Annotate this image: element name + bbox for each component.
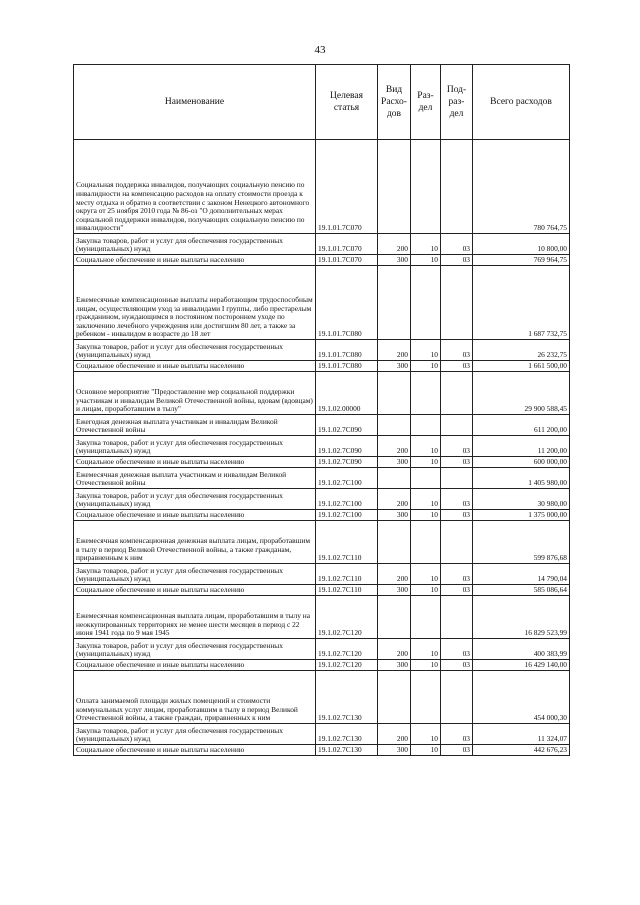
row-name: Социальное обеспечение и иные выплаты населению: [74, 255, 316, 266]
row-target-article: 19.1.02.7С090: [316, 457, 378, 468]
row-target-article: 19.1.02.7С110: [316, 521, 378, 564]
row-expense-type: 200: [378, 639, 411, 660]
row-section: 10: [411, 255, 441, 266]
table-row: [74, 415, 570, 436]
row-target-article: 19.1.02.7С130: [316, 724, 378, 745]
row-subsection: 03: [441, 660, 473, 671]
row-total: 599 876,68: [473, 521, 570, 564]
row-subsection: 03: [441, 361, 473, 372]
row-total: 30 980,00: [473, 489, 570, 510]
row-expense-type: [378, 266, 411, 340]
row-name: Закупка товаров, работ и услуг для обеспечения государственных (муниципальных) нужд: [74, 436, 316, 457]
row-name: Закупка товаров, работ и услуг для обеспечения государственных (муниципальных) нужд: [74, 489, 316, 510]
header-section: [411, 65, 441, 140]
row-subsection: 03: [441, 436, 473, 457]
row-target-article: 19.1.02.7С130: [316, 745, 378, 756]
row-subsection: 03: [441, 724, 473, 745]
row-target-article: 19.1.02.7С100: [316, 510, 378, 521]
row-total: 16 429 140,00: [473, 660, 570, 671]
row-subsection: 03: [441, 340, 473, 361]
row-section: [411, 372, 441, 415]
row-target-article: 19.1.02.7С130: [316, 671, 378, 724]
row-subsection: [441, 521, 473, 564]
row-expense-type: 300: [378, 745, 411, 756]
table-row: [74, 585, 570, 596]
row-expense-type: [378, 140, 411, 234]
row-expense-type: 300: [378, 510, 411, 521]
table-row: [74, 340, 570, 361]
table-row: [74, 140, 570, 234]
row-expense-type: 200: [378, 724, 411, 745]
row-name: Закупка товаров, работ и услуг для обеспечения государственных (муниципальных) нужд: [74, 724, 316, 745]
row-section: 10: [411, 724, 441, 745]
header-name: Наименование: [74, 65, 316, 140]
row-total: 1 375 000,00: [473, 510, 570, 521]
page-number: 43: [314, 44, 326, 56]
row-name: Оплата занимаемой площади жилых помещений и стоимости коммунальных услуг лицам, проработавшим в тылу в период Великой Отечественной войны, а также граждан, приравненных к ним: [74, 671, 316, 724]
row-subsection: 03: [441, 457, 473, 468]
row-target-article: 19.1.02.00000: [316, 372, 378, 415]
row-name: Социальное обеспечение и иные выплаты населению: [74, 585, 316, 596]
table-row: [74, 372, 570, 415]
table-row: [74, 521, 570, 564]
row-expense-type: 200: [378, 564, 411, 585]
row-target-article: 19.1.01.7С080: [316, 361, 378, 372]
row-target-article: 19.1.02.7С110: [316, 564, 378, 585]
row-name: Основное мероприятие "Предоставление мер социальной поддержки участникам и инвалидам Великой Отечественной войны, вдовам (вдовцам) и лицам, проработавшим в тылу": [74, 372, 316, 415]
row-expense-type: 200: [378, 340, 411, 361]
row-section: 10: [411, 639, 441, 660]
header-expense-type-line: Расхо-: [381, 97, 407, 107]
row-target-article: 19.1.01.7С070: [316, 140, 378, 234]
row-total: 1 687 732,75: [473, 266, 570, 340]
table-row: [74, 234, 570, 255]
row-name: Ежемесячная денежная выплата участникам и инвалидам Великой Отечественной войны: [74, 468, 316, 489]
row-name: Ежемесячные компенсационные выплаты неработающим трудоспособным лицам, осуществляющим уход за инвалидами I группы, либо престарелым гражданином, нуждающимся в постоянном постороннем уходе по заключению лечебного учреждения или достигшим 80 лет, а также за ребенком - инвалидом в возрасте до 18 лет: [74, 266, 316, 340]
header-expense-type: [378, 65, 411, 140]
row-section: 10: [411, 564, 441, 585]
row-name: Ежемесячная компенсационная выплата лицам, проработавшим в тылу на неоккупированных территориях не менее шести месяцев в период с 22 июня 1941 года по 9 мая 1945: [74, 596, 316, 639]
row-expense-type: 300: [378, 660, 411, 671]
row-subsection: 03: [441, 255, 473, 266]
header-section-line: дел: [418, 103, 433, 113]
table-row: [74, 660, 570, 671]
header-subsection-line: раз-: [448, 97, 465, 107]
row-name: Закупка товаров, работ и услуг для обеспечения государственных (муниципальных) нужд: [74, 639, 316, 660]
table-row: [74, 468, 570, 489]
table-row: [74, 596, 570, 639]
table-row: [74, 671, 570, 724]
row-section: 10: [411, 361, 441, 372]
header-article-line: статья: [333, 103, 360, 113]
row-name: Ежемесячная компенсационная денежная выплата лицам, проработавшим в тылу в период Великой Отечественной войны, а также гражданам, приравненным к ним: [74, 521, 316, 564]
row-name: Социальное обеспечение и иные выплаты населению: [74, 745, 316, 756]
header-section-line: Раз-: [417, 91, 434, 101]
row-section: 10: [411, 510, 441, 521]
row-subsection: [441, 596, 473, 639]
row-name: Ежегодная денежная выплата участникам и инвалидам Великой Отечественной войны: [74, 415, 316, 436]
row-target-article: 19.1.01.7С070: [316, 234, 378, 255]
row-subsection: [441, 266, 473, 340]
row-name: Закупка товаров, работ и услуг для обеспечения государственных (муниципальных) нужд: [74, 564, 316, 585]
row-total: 400 383,99: [473, 639, 570, 660]
header-subsection-line: Под-: [446, 85, 467, 95]
row-name: Закупка товаров, работ и услуг для обеспечения государственных (муниципальных) нужд: [74, 340, 316, 361]
header-expense-type-line: дов: [386, 109, 402, 119]
row-section: [411, 468, 441, 489]
row-subsection: 03: [441, 234, 473, 255]
row-subsection: 03: [441, 510, 473, 521]
row-subsection: 03: [441, 489, 473, 510]
row-expense-type: 300: [378, 361, 411, 372]
row-section: [411, 596, 441, 639]
row-total: 1 405 980,00: [473, 468, 570, 489]
row-expense-type: 300: [378, 585, 411, 596]
row-subsection: 03: [441, 745, 473, 756]
header-expense-type-line: Вид: [385, 85, 403, 95]
row-expense-type: 300: [378, 255, 411, 266]
row-total: 585 086,64: [473, 585, 570, 596]
table-row: [74, 266, 570, 340]
row-name: Социальная поддержка инвалидов, получающих социальную пенсию по инвалидности на компенсацию расходов на оплату стоимости проезда к месту отдыха и обратно в соответствии с законом Ненецкого автономного округа от 25 ноября 2010 года № 86-оз "О дополнительных мерах социальной поддержки инвалидов, получающих социальную пенсию по инвалидности": [74, 140, 316, 234]
row-total: 11 324,07: [473, 724, 570, 745]
row-subsection: [441, 140, 473, 234]
row-section: [411, 140, 441, 234]
row-target-article: 19.1.02.7С120: [316, 596, 378, 639]
row-expense-type: 300: [378, 457, 411, 468]
row-section: 10: [411, 436, 441, 457]
table-header-row: [74, 65, 570, 140]
table-row: [74, 361, 570, 372]
row-section: 10: [411, 745, 441, 756]
row-target-article: 19.1.02.7С090: [316, 436, 378, 457]
header-article: [316, 65, 378, 140]
row-subsection: [441, 372, 473, 415]
row-total: 769 964,75: [473, 255, 570, 266]
row-total: 29 900 588,45: [473, 372, 570, 415]
row-expense-type: [378, 372, 411, 415]
row-subsection: [441, 468, 473, 489]
row-total: 26 232,75: [473, 340, 570, 361]
row-name: Социальное обеспечение и иные выплаты населению: [74, 457, 316, 468]
row-total: 16 829 523,99: [473, 596, 570, 639]
row-target-article: 19.1.01.7С080: [316, 340, 378, 361]
row-subsection: 03: [441, 639, 473, 660]
row-subsection: 03: [441, 564, 473, 585]
row-target-article: 19.1.02.7С120: [316, 660, 378, 671]
row-total: 611 200,00: [473, 415, 570, 436]
row-section: [411, 266, 441, 340]
row-section: [411, 671, 441, 724]
row-total: 454 000,30: [473, 671, 570, 724]
row-name: Социальное обеспечение и иные выплаты населению: [74, 361, 316, 372]
row-total: 1 661 500,00: [473, 361, 570, 372]
table-row: [74, 745, 570, 756]
row-section: 10: [411, 234, 441, 255]
row-name: Социальное обеспечение и иные выплаты населению: [74, 660, 316, 671]
row-total: 10 800,00: [473, 234, 570, 255]
budget-table: [73, 64, 570, 756]
header-subsection: [441, 65, 473, 140]
header-article-line: Целевая: [330, 91, 363, 101]
row-subsection: [441, 415, 473, 436]
row-total: 600 000,00: [473, 457, 570, 468]
row-target-article: 19.1.02.7С110: [316, 585, 378, 596]
row-total: 14 790,04: [473, 564, 570, 585]
row-expense-type: 200: [378, 234, 411, 255]
row-total: 780 764,75: [473, 140, 570, 234]
row-section: 10: [411, 340, 441, 361]
row-subsection: [441, 671, 473, 724]
row-name: Социальное обеспечение и иные выплаты населению: [74, 510, 316, 521]
row-subsection: 03: [441, 585, 473, 596]
header-total: Всего расходов: [473, 65, 570, 140]
row-target-article: 19.1.02.7С100: [316, 489, 378, 510]
row-section: 10: [411, 660, 441, 671]
table-row: [74, 436, 570, 457]
table-row: [74, 639, 570, 660]
row-target-article: 19.1.01.7С070: [316, 255, 378, 266]
row-expense-type: 200: [378, 489, 411, 510]
row-expense-type: [378, 468, 411, 489]
table-row: [74, 724, 570, 745]
table-body: [74, 140, 570, 756]
row-target-article: 19.1.02.7С100: [316, 468, 378, 489]
row-expense-type: [378, 521, 411, 564]
row-section: 10: [411, 489, 441, 510]
table-row: [74, 510, 570, 521]
table-row: [74, 564, 570, 585]
row-total: 11 200,00: [473, 436, 570, 457]
row-section: [411, 415, 441, 436]
row-expense-type: [378, 671, 411, 724]
table-row: [74, 255, 570, 266]
row-expense-type: 200: [378, 436, 411, 457]
row-name: Закупка товаров, работ и услуг для обеспечения государственных (муниципальных) нужд: [74, 234, 316, 255]
row-section: [411, 521, 441, 564]
row-expense-type: [378, 596, 411, 639]
row-section: 10: [411, 457, 441, 468]
header-subsection-line: дел: [449, 109, 464, 119]
row-target-article: 19.1.02.7С120: [316, 639, 378, 660]
row-expense-type: [378, 415, 411, 436]
row-target-article: 19.1.02.7С090: [316, 415, 378, 436]
row-section: 10: [411, 585, 441, 596]
table-row: [74, 457, 570, 468]
row-total: 442 676,23: [473, 745, 570, 756]
row-target-article: 19.1.01.7С080: [316, 266, 378, 340]
table-row: [74, 489, 570, 510]
